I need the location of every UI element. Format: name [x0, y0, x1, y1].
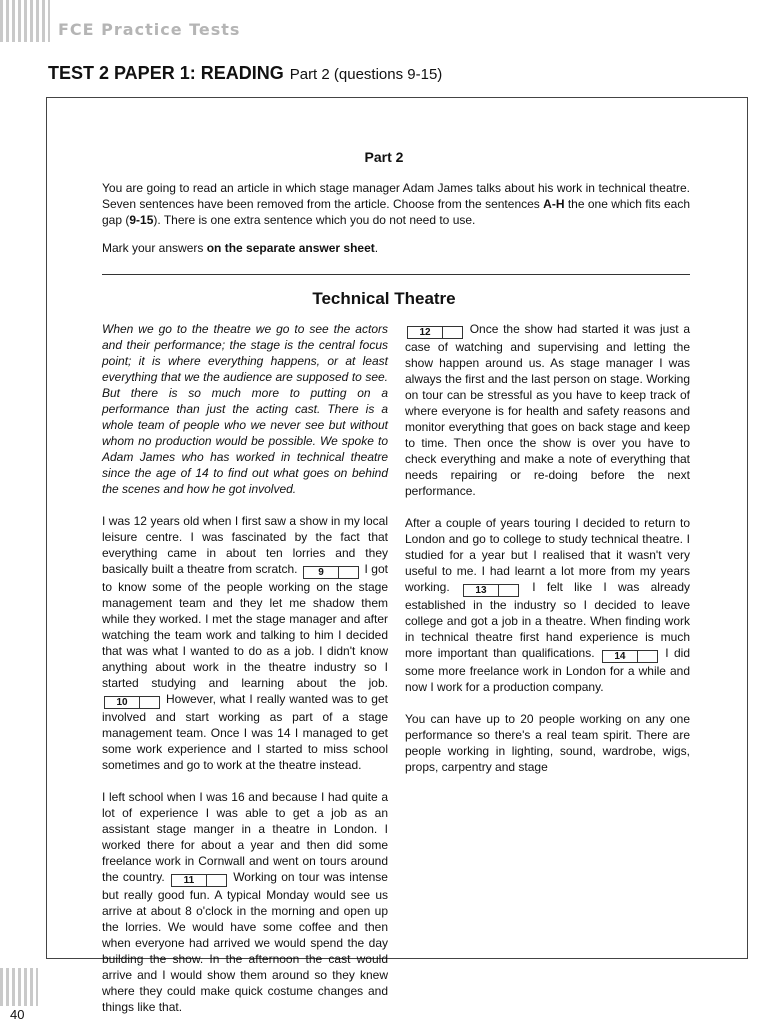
- part-label: Part 2: [364, 149, 404, 165]
- article-text: Once the show had started it was just a case of watching and supervising and letting the show happen around us. As stage manager I was always the first and the last person on stage. Working on tour can be stressful as you have to keep track of where everyone is for health and safety reasons and monitor everything that goes on back stage and keep to time. Then once the show is over you have to check everything and make a note of everything that needs repairing or re-doing before the next performance.: [405, 322, 690, 498]
- instructions-text: .: [374, 241, 379, 255]
- article-text: I was 12 years old when I first saw a show in my local leisure centre. I was fascinated by the fact that everything came in about ten lorries and they basically built a theatre from scratch.: [102, 514, 388, 576]
- article-paragraph: [405, 515, 690, 695]
- article-column-right: [405, 321, 690, 791]
- page-number: 40: [10, 1007, 25, 1022]
- article-text: However, what I really wanted was to get involved and start working as part of a stage management team. Once I was 14 I managed to get some work experience and I started to miss school sometimes and go to work at the theatre instead.: [102, 692, 388, 772]
- article-text: Working on tour was intense but really good fun. A typical Monday would see us arrive at about 8 o'clock in the morning and open up the lorries. We would have some coffee and then when everyone had arrived we would spend the day building the show. In the afternoon the cast would arrive and I would show them around so they knew where they could make quick costume changes and things like that.: [102, 870, 388, 1014]
- instructions: [102, 180, 690, 266]
- header-decoration-stripes: [0, 0, 50, 42]
- instructions-bold: A-H: [543, 197, 565, 211]
- test-heading-sub: Part 2 (questions 9-15): [289, 66, 443, 83]
- article-text: I left school when I was 16 and because I had quite a lot of experience I was able to get a job as an assistant stage manger in a theatre in London. I worked there for about a year and then did some freelance work in Cornwall and went on tours around the country.: [102, 790, 388, 884]
- instructions-text: Mark your answers: [102, 241, 207, 255]
- instructions-text: ). There is one extra sentence which you do not need to use.: [153, 213, 476, 227]
- article-text: I did some more freelance work in London for a while and now I work for a production company.: [405, 646, 690, 694]
- gap-number: 10: [105, 697, 140, 708]
- gap-number: 13: [464, 585, 499, 596]
- test-heading: [48, 63, 442, 84]
- article-text: After a couple of years touring I decided to return to London and go to college to study technical theatre. I studied for a year but I realised that it wasn't very useful to me. I had learnt a lot more from my years working.: [405, 516, 690, 594]
- instructions-paragraph: [102, 180, 690, 228]
- answer-gap-12[interactable]: [407, 326, 463, 339]
- divider: [102, 274, 690, 275]
- test-heading-main: TEST 2 PAPER 1: READING: [48, 63, 284, 83]
- article-text: I felt like I was already established in the industry so I decided to leave college and got a job in a theatre. When finding work in technical theatre first hand experience is much more important than qualifications.: [405, 580, 690, 660]
- gap-number: 14: [603, 651, 638, 662]
- gap-number: 11: [172, 875, 207, 886]
- answer-gap-10[interactable]: [104, 696, 160, 709]
- article-paragraph: You can have up to 20 people working on any one performance so there's a real team spirit. There are people working in lighting, sound, wardrobe, wigs, props, carpentry and stage: [405, 712, 690, 774]
- article-paragraph: [102, 513, 388, 773]
- answer-sheet-note: [102, 240, 690, 256]
- gap-number: 12: [408, 327, 443, 338]
- answer-gap-13[interactable]: [463, 584, 519, 597]
- article-column-left: [102, 321, 388, 1031]
- article-intro: When we go to the theatre we go to see the actors and their performance; the stage is the central focus point; it is where everything happens, or at least everything that we the audience are supposed to see. But there is so much more to putting on a performance than just the acting cast. There is a whole team of people who we never see but without whom no production would be possible. We spoke to Adam James who has worked in technical theatre since the age of 14 to find out what goes on behind the scenes and how he got involved.: [102, 322, 388, 496]
- gap-number: 9: [304, 567, 339, 578]
- instructions-text: the one which fits each gap (: [102, 197, 690, 227]
- answer-gap-9[interactable]: [303, 566, 359, 579]
- instructions-bold: on the separate answer sheet: [206, 241, 375, 255]
- article-text: I got to know some of the people working on the stage management team and they let me shadow them while they worked. I met the stage manager and after watching the team work and talking to him I decided that was what I wanted to do as a job. I didn't know anything about work in the theatre industry so I started studying and learning about the job.: [102, 562, 388, 690]
- footer-decoration-stripes: [0, 968, 38, 1006]
- answer-gap-14[interactable]: [602, 650, 658, 663]
- article-paragraph: [405, 321, 690, 499]
- article-paragraph: [102, 789, 388, 1015]
- answer-gap-11[interactable]: [171, 874, 227, 887]
- instructions-bold: 9-15: [129, 213, 154, 227]
- book-title: FCE Practice Tests: [58, 20, 241, 39]
- article-title: Technical Theatre: [312, 289, 456, 308]
- instructions-text: You are going to read an article in which stage manager Adam James talks about his work in technical theatre. Seven sentences have been removed from the article. Choose from the sentences: [102, 181, 690, 211]
